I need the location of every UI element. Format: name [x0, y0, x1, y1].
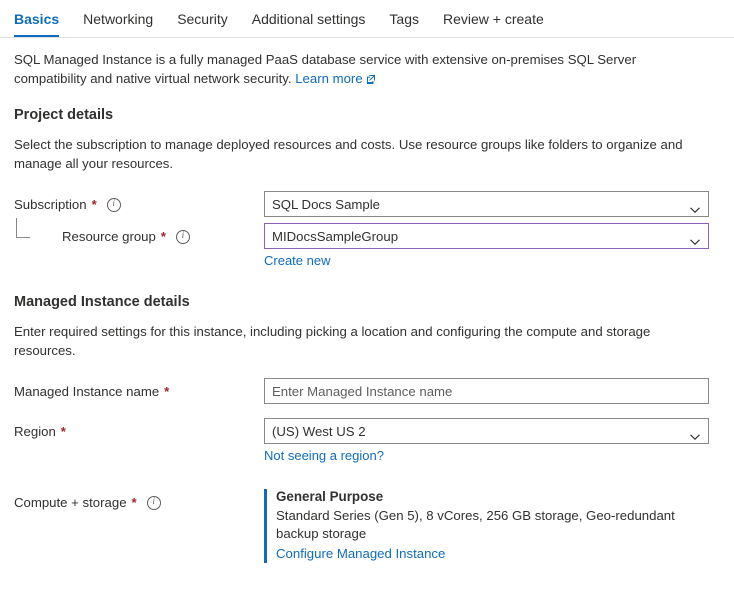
tab-networking[interactable] — [71, 2, 165, 37]
subscription-row — [14, 191, 720, 217]
intro-description: SQL Managed Instance is a fully managed PaaS database service with extensive on-premises SQL Server compatibility and native virtual network security. — [14, 52, 637, 86]
resource-group-select[interactable] — [264, 223, 709, 249]
resource-group-label-text: Resource group — [62, 229, 156, 244]
region-value: (US) West US 2 — [272, 423, 366, 439]
managed-instance-details-description: Enter required settings for this instance, including picking a location and configuring the compute and storage resources. — [14, 324, 651, 358]
compute-storage-label-text: Compute + storage — [14, 495, 127, 510]
compute-storage-tier: General Purpose — [276, 489, 384, 504]
resource-group-connector — [16, 218, 30, 238]
compute-storage-required-marker: * — [131, 495, 137, 510]
project-details-description: Select the subscription to manage deployed resources and costs. Use resource groups like folders to organize and manage all your resources. — [14, 137, 683, 171]
compute-storage-info-icon[interactable]: i — [147, 496, 161, 510]
managed-instance-name-field — [264, 378, 709, 404]
configure-managed-instance-link[interactable]: Configure Managed Instance — [276, 546, 446, 561]
tab-security[interactable] — [165, 2, 240, 37]
resource-group-field — [264, 223, 709, 270]
subscription-field — [264, 191, 709, 217]
managed-instance-name-row — [14, 378, 720, 404]
region-field — [264, 418, 709, 465]
managed-instance-name-label-text: Managed Instance name — [14, 384, 160, 399]
compute-storage-row — [14, 489, 720, 563]
resource-group-required-marker: * — [160, 229, 166, 244]
chevron-down-icon — [690, 233, 700, 239]
intro-text — [14, 50, 704, 89]
chevron-down-icon — [690, 428, 700, 434]
tab-tags[interactable] — [377, 2, 431, 37]
managed-instance-name-label — [14, 378, 264, 400]
tab-additional-settings[interactable] — [240, 2, 378, 37]
region-row — [14, 418, 720, 465]
region-label-text: Region — [14, 424, 56, 439]
chevron-down-icon — [690, 201, 700, 207]
create-new-resource-group-link[interactable]: Create new — [264, 253, 331, 268]
tab-basics[interactable] — [14, 2, 71, 37]
resource-group-label — [14, 223, 264, 245]
basics-form — [0, 38, 734, 563]
subscription-required-marker: * — [91, 197, 97, 212]
subscription-select[interactable] — [264, 191, 709, 217]
project-details-title: Project details — [14, 107, 114, 123]
tab-networking-label: Networking — [83, 11, 154, 27]
compute-storage-details: Standard Series (Gen 5), 8 vCores, 256 GB storage, Geo-redundant backup storage — [276, 508, 675, 541]
managed-instance-details-title: Managed Instance details — [14, 294, 190, 310]
external-link-icon — [366, 70, 376, 89]
compute-storage-field — [264, 489, 709, 563]
region-required-marker: * — [60, 424, 66, 439]
wizard-tabs — [0, 0, 734, 38]
resource-group-row — [14, 223, 720, 270]
tab-security-label: Security — [177, 11, 228, 27]
tab-additional-settings-label: Additional settings — [251, 11, 366, 27]
subscription-info-icon[interactable]: i — [107, 198, 121, 212]
region-select[interactable] — [264, 418, 709, 444]
compute-storage-card — [264, 489, 709, 563]
resource-group-value: MIDocsSampleGroup — [272, 228, 399, 244]
tab-review-create-label: Review + create — [442, 11, 544, 27]
managed-instance-name-input[interactable]: Enter Managed Instance name — [264, 378, 709, 404]
learn-more-link[interactable]: Learn more — [295, 71, 363, 86]
subscription-value: SQL Docs Sample — [272, 196, 380, 212]
tab-tags-label: Tags — [389, 11, 419, 27]
managed-instance-name-required-marker: * — [164, 384, 170, 399]
subscription-label — [14, 191, 264, 213]
subscription-label-text: Subscription — [14, 197, 87, 212]
resource-group-info-icon[interactable]: i — [176, 230, 190, 244]
tab-review-create[interactable] — [431, 2, 556, 37]
compute-storage-label — [14, 489, 264, 511]
region-label — [14, 418, 264, 440]
not-seeing-a-region-link[interactable]: Not seeing a region? — [264, 448, 384, 463]
tab-basics-label: Basics — [14, 11, 60, 27]
